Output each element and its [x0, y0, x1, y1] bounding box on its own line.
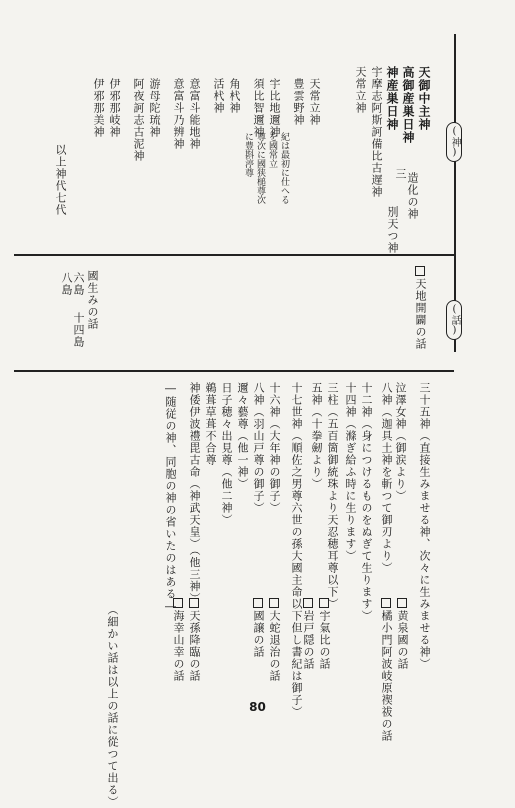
story-item-4: 岩戸隠の話: [302, 598, 314, 670]
note-line-4: に豊斟渟尊: [243, 132, 253, 177]
kuni-column-4: 須比智邇神: [252, 78, 265, 138]
page-frame: [14, 14, 505, 808]
checkbox-icon: [303, 598, 313, 608]
annotation-kotoamatsu: 別天つ神: [386, 206, 399, 254]
checkbox-icon: [253, 598, 263, 608]
checkbox-icon: [173, 598, 183, 608]
kuni-column-12: 伊邪那美神: [92, 78, 105, 138]
story-title-text: 天地開闢の話: [414, 278, 427, 350]
lineage-line-15: ―随従の神、同胞の神の省いたのはある―: [164, 382, 177, 614]
story-item-2: 橘小門阿波岐原禊祓の話: [380, 598, 392, 742]
note-line-3: 尊次に國狭槌尊次: [255, 132, 265, 204]
god-column-4: 宇摩志阿斯訶備比古遅神: [370, 66, 383, 198]
annotation-sanshira: 三: [394, 168, 407, 180]
note-rokushima: 六島: [72, 272, 85, 296]
page-number: 80: [249, 700, 266, 714]
checkbox-icon: [397, 598, 407, 608]
note-yashima: 八島: [60, 272, 73, 296]
story-item-1: 黄泉國の話: [396, 598, 408, 670]
kuni-column-3: 宇比地邇神: [268, 78, 281, 138]
lineage-line-9: 十六神（大年神の御子）: [268, 382, 281, 514]
lineage-line-12: 日子穂々出見尊（他二神）: [220, 382, 233, 526]
story-item-7: 天孫降臨の話: [188, 598, 200, 682]
note-kuniumi: 國生みの話: [86, 270, 99, 330]
lineage-line-5: 十四神（滌ぎ給ふ時に生ります）: [344, 382, 357, 562]
closing-note: （細かい話は以上の話に從つて出る）: [106, 604, 119, 808]
kuni-column-9: 游母陀琉神: [148, 78, 161, 138]
checkbox-icon: [415, 266, 425, 276]
rule-middle: [14, 370, 454, 372]
lineage-line-11: 邇々藝尊（他一神）: [236, 382, 249, 490]
lineage-line-3: 八神（迦具土神を斬つて御刃より）: [380, 382, 393, 574]
rule-top: [14, 254, 454, 256]
annotation-zouka: 造化の神: [406, 172, 419, 220]
note-juyonshima: 十四島: [72, 312, 85, 348]
story-item-5: 大蛇退治の話: [268, 598, 280, 682]
kuni-column-11: 伊邪那岐神: [108, 78, 121, 138]
summary-text: 以上神代七代: [54, 144, 67, 216]
checkbox-icon: [189, 598, 199, 608]
lineage-line-13: 鵜葺草葺不合尊: [204, 382, 217, 466]
lineage-line-7: 五神（十拳劒より）: [310, 382, 323, 490]
lineage-line-4: 十二神（身につけるものをぬぎて生ります）: [360, 382, 373, 622]
checkbox-icon: [319, 598, 329, 608]
god-column-2: 高御産巣日神: [401, 66, 415, 144]
lineage-line-14: 神倭伊波禮毘古命（神武天皇）（他三神）: [188, 382, 201, 605]
god-column-3: 神産巣日神: [385, 66, 399, 131]
story-item-6: 國譲の話: [252, 598, 264, 658]
lineage-line-1: 三十五神（直接生みませる神、次々に生みませる神）: [418, 382, 431, 670]
kuni-column-6: 活杙神: [212, 78, 225, 114]
kuni-column-10: 阿夜訶志古泥神: [132, 78, 145, 162]
story-title-row: [414, 266, 426, 350]
note-line-2: を國常立: [267, 132, 277, 168]
header-middle-tag: (話): [446, 300, 462, 340]
kuni-column-2: 豊雲野神: [292, 78, 305, 126]
story-item-8: 海幸山幸の話: [172, 598, 184, 682]
kuni-column-7: 意富斗能地神: [188, 78, 201, 150]
lineage-line-8: 十七世神（順佐之男尊六世の孫大國主命以下但し書紀は御子）: [290, 382, 303, 718]
header-top-tag: (神): [446, 122, 462, 162]
lineage-line-10: 八神（羽山戸尊の御子）: [252, 382, 265, 514]
kuni-column-5: 角杙神: [228, 78, 241, 114]
story-item-3: 宇氣比の話: [318, 598, 330, 670]
checkbox-icon: [381, 598, 391, 608]
lineage-line-6: 三柱（五百箇御統珠より天忍穂耳尊以下）: [326, 382, 339, 610]
lineage-line-2: 泣澤女神（御涙より）: [394, 382, 407, 502]
note-line-1: 紀は最初に仕へる: [279, 132, 289, 204]
god-column-1: 天御中主神: [417, 66, 431, 131]
checkbox-icon: [269, 598, 279, 608]
kuni-column-1: 天常立神: [308, 78, 321, 126]
god-column-5: 天常立神: [354, 66, 367, 114]
kuni-column-8: 意富斗乃辨神: [172, 78, 185, 150]
